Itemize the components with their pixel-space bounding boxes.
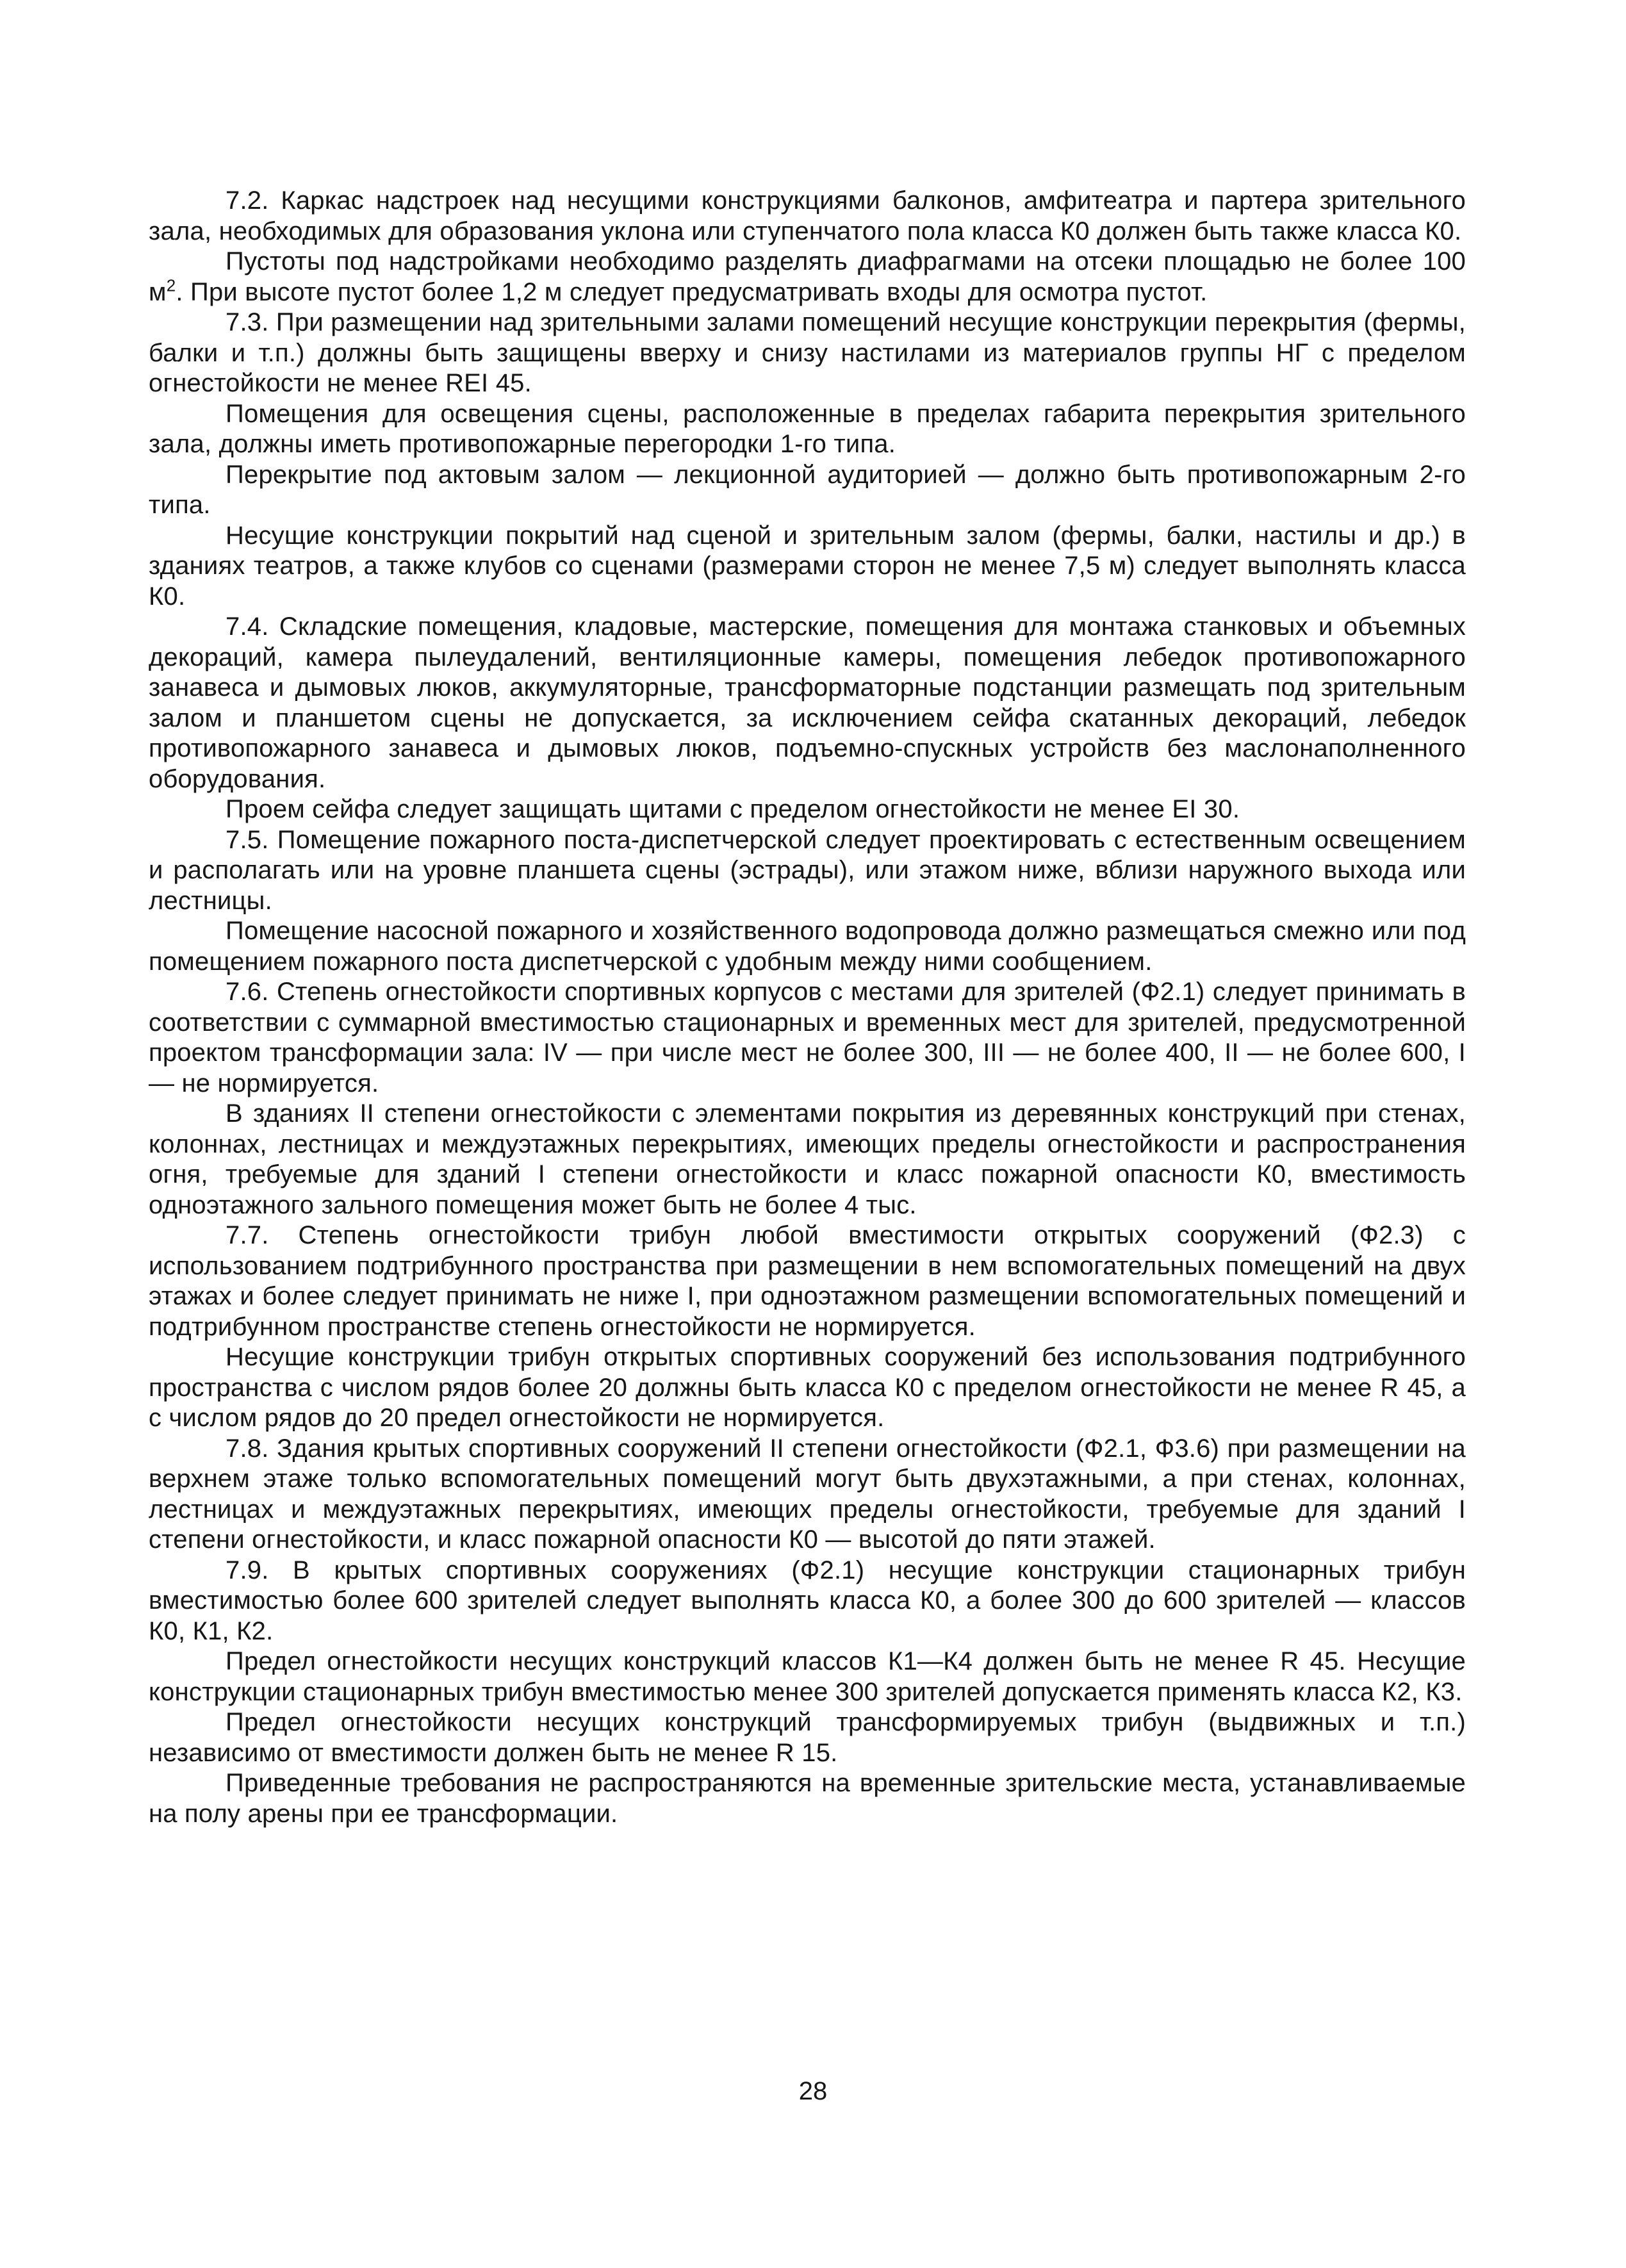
document-body bbox=[149, 186, 1466, 1829]
paragraph-fire-limit-k1-k4: Предел огнестойкости несущих конструкций классов К1—К4 должен быть не менее R 45. Несущие конструкции стационарных трибун вместимостью менее 300 зрителей допускается применять класса К2, К3. bbox=[149, 1647, 1466, 1706]
paragraph-open-tribunes: Несущие конструкции трибун открытых спортивных сооружений без использования подтрибунного пространства с числом рядов более 20 должны быть класса К0 с пределом огнестойкости не менее R 45, а с числом рядов до 20 предел огнестойкости не нормируется. bbox=[149, 1343, 1466, 1432]
paragraph-7-9: 7.9. В крытых спортивных сооружениях (Ф2.1) несущие конструкции стационарных трибун вместимостью более 600 зрителей следует выполнять класса К0, а более 300 до 600 зрителей — классов К0, К1, К2. bbox=[149, 1556, 1466, 1645]
paragraph-7-7: 7.7. Степень огнестойкости трибун любой вместимости открытых сооружений (Ф2.3) с использованием подтрибунного пространства при размещении в нем вспомогательных помещений на двух этажах и более следует принимать не ниже I, при одноэтажном размещении вспомогательных помещений и подтрибунном пространстве степень огнестойкости не нормируется. bbox=[149, 1221, 1466, 1341]
paragraph-voids-tail: . При высоте пустот более 1,2 м следует предусматривать входы для осмотра пустот. bbox=[176, 277, 1208, 306]
paragraph-wooden-roof: В зданиях II степени огнестойкости с элементами покрытия из деревянных конструкций при стенах, колоннах, лестницах и междуэтажных перекрытиях, имеющих пределы огнестойкости и распространения огня, требуемые для зданий I степени огнестойкости и класс пожарной опасности К0, вместимость одноэтажного зального помещения может быть не более 4 тыс. bbox=[149, 1099, 1466, 1219]
paragraph-7-4: 7.4. Складские помещения, кладовые, мастерские, помещения для монтажа станковых и объемных декораций, камера пылеудалений, вентиляционные камеры, помещения лебедок противопожарного занавеса и дымовых люков, аккумуляторные, трансформаторные подстанции размещать под зрительным залом и планшетом сцены не допускается, за исключением сейфа скатанных декораций, лебедок противопожарного занавеса и дымовых люков, подъемно-спускных устройств без маслонаполненного оборудования. bbox=[149, 612, 1466, 793]
paragraph-stage-lighting: Помещения для освещения сцены, расположенные в пределах габарита перекрытия зрительного зала, должны иметь противопожарные перегородки 1-го типа. bbox=[149, 399, 1466, 458]
paragraph-voids bbox=[149, 247, 1466, 308]
superscript-2: 2 bbox=[166, 275, 176, 295]
paragraph-pump-room: Помещение насосной пожарного и хозяйственного водопровода должно размещаться смежно или под помещением пожарного поста диспетчерской с удобным между ними сообщением. bbox=[149, 917, 1466, 976]
paragraph-temporary-seats: Приведенные требования не распространяются на временные зрительские места, устанавливаемые на полу арены при ее трансформации. bbox=[149, 1769, 1466, 1828]
paragraph-safe-opening: Проем сейфа следует защищать щитами с пределом огнестойкости не менее EI 30. bbox=[226, 795, 1240, 823]
paragraph-voids-text: Пустоты под надстройками необходимо разделять диафрагмами на отсеки площадью не более 100 м bbox=[149, 247, 1466, 306]
paragraph-transformable-tribunes: Предел огнестойкости несущих конструкций трансформируемых трибун (выдвижных и т.п.) независимо от вместимости должен быть не менее R 15. bbox=[149, 1708, 1466, 1767]
paragraph-7-6: 7.6. Степень огнестойкости спортивных корпусов с местами для зрителей (Ф2.1) следует принимать в соответствии с суммарной вместимостью стационарных и временных мест для зрителей, предусмотренной проектом трансформации зала: IV — при числе мест не более 300, III — не более 400, II — не более 600, I — не нормируется. bbox=[149, 978, 1466, 1097]
paragraph-7-5: 7.5. Помещение пожарного поста-диспетчерской следует проектировать с естественным освещением и располагать или на уровне планшета сцены (эстрады), или этажом ниже, вблизи наружного выхода или лестницы. bbox=[149, 825, 1466, 915]
paragraph-7-3: 7.3. При размещении над зрительными залами помещений несущие конструкции перекрытия (фермы, балки и т.п.) должны быть защищены вверху и снизу настилами из материалов группы НГ с пределом огнестойкости не менее REI 45. bbox=[149, 308, 1466, 397]
paragraph-7-2: 7.2. Каркас надстроек над несущими конструкциями балконов, амфитеатра и партера зрительного зала, необходимых для образования уклона или ступенчатого пола класса К0 должен быть также класса К0. bbox=[149, 186, 1466, 245]
paragraph-assembly-hall: Перекрытие под актовым залом — лекционной аудиторией — должно быть противопожарным 2-го типа. bbox=[149, 460, 1466, 519]
paragraph-7-8: 7.8. Здания крытых спортивных сооружений II степени огнестойкости (Ф2.1, Ф3.6) при размещении на верхнем этаже только вспомогательных помещений могут быть двухэтажными, а при стенах, колоннах, лестницах и междуэтажных перекрытиях, имеющих пределы огнестойкости, требуемые для зданий I степени огнестойкости, и класс пожарной опасности К0 — высотой до пяти этажей. bbox=[149, 1434, 1466, 1554]
paragraph-roof-structures: Несущие конструкции покрытий над сценой и зрительным залом (фермы, балки, настилы и др.) в зданиях театров, а также клубов со сценами (размерами сторон не менее 7,5 м) следует выполнять класса К0. bbox=[149, 521, 1466, 611]
page-number: 28 bbox=[798, 2077, 828, 2105]
